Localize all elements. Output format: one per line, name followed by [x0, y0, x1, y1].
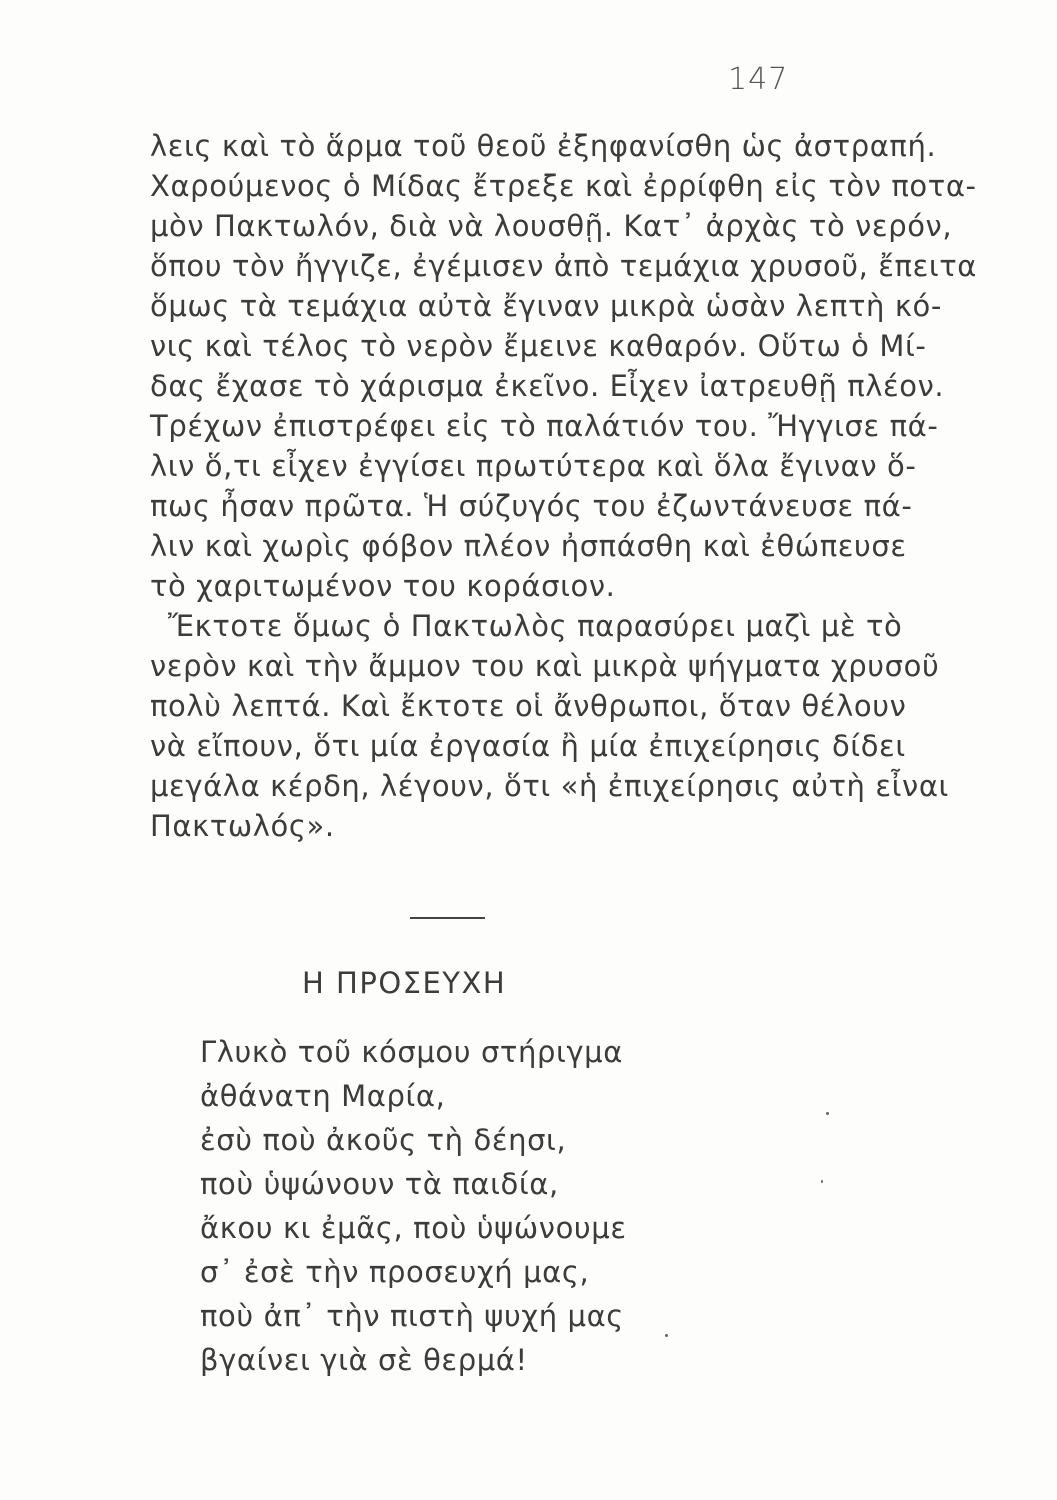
prose-line: Πακτωλός».	[150, 809, 335, 843]
prose-line: ὅπου τὸν ἤγγιζε, ἐγέμισεν ἀπὸ τεμάχια χρυσοῦ, ἔπειτα	[150, 249, 978, 283]
poem-block	[200, 1030, 700, 1382]
prose-line: Τρέχων ἐπιστρέφει εἰς τὸ παλάτιόν του. Ἤγγισε πά-	[150, 409, 939, 443]
poem-verse: βγαίνει γιὰ σὲ θερμά!	[200, 1343, 528, 1377]
scan-speck	[826, 1112, 829, 1115]
prose-line: δας ἔχασε τὸ χάρισμα ἐκεῖνο. Εἶχεν ἰατρευθῇ πλέον.	[150, 369, 945, 403]
prose-line: μὸν Πακτωλόν, διὰ νὰ λουσθῇ. Κατ᾽ ἀρχὰς τὸ νερόν,	[150, 209, 953, 243]
poem-verse: σ᾽ ἐσὲ τὴν προσευχή μας,	[200, 1255, 590, 1289]
page-number: 147	[728, 62, 789, 97]
prose-line: ὅμως τὰ τεμάχια αὐτὰ ἔγιναν μικρὰ ὡσὰν λεπτὴ κό-	[150, 289, 942, 323]
prose-line: λιν ὅ,τι εἶχεν ἐγγίσει πρωτύτερα καὶ ὅλα ἔγιναν ὅ-	[150, 449, 917, 483]
poem-verse: ἐσὺ ποὺ ἀκοῦς τὴ δέησι,	[200, 1123, 567, 1157]
prose-line: νις καὶ τέλος τὸ νερὸν ἔμεινε καθαρόν. Οὕτω ὁ Μί-	[150, 329, 927, 363]
poem-verse: ἀθάνατη Μαρία,	[200, 1079, 446, 1113]
prose-line: λεις καὶ τὸ ἅρμα τοῦ θεοῦ ἐξηφανίσθη ὡς ἀστραπή.	[150, 129, 937, 163]
section-divider	[410, 917, 485, 919]
prose-line: νὰ εἴπουν, ὅτι μία ἐργασία ἢ μία ἐπιχείρησις δίδει	[150, 729, 906, 763]
prose-line: Χαρούμενος ὁ Μίδας ἔτρεξε καὶ ἐρρίφθη εἰς τὸν ποτα-	[150, 169, 977, 203]
scan-speck	[821, 1180, 823, 1183]
prose-line: πολὺ λεπτά. Καὶ ἔκτοτε οἱ ἄνθρωποι, ὅταν θέλουν	[150, 689, 907, 723]
poem-verse: Γλυκὸ τοῦ κόσμου στήριγμα	[200, 1035, 623, 1069]
scan-speck	[665, 1334, 668, 1337]
prose-line: Ἔκτοτε ὅμως ὁ Πακτωλὸς παρασύρει μαζὶ μὲ τὸ	[168, 609, 903, 643]
prose-block	[150, 126, 978, 846]
prose-line: λιν καὶ χωρὶς φόβον πλέον ἠσπάσθη καὶ ἐθώπευσε	[150, 529, 907, 563]
poem-verse: ποὺ ὑψώνουν τὰ παιδία,	[200, 1167, 559, 1201]
prose-line: πως ἦσαν πρῶτα. Ἡ σύζυγός του ἐζωντάνευσε πά-	[150, 489, 913, 523]
prose-line: τὸ χαριτωμένον του κοράσιον.	[150, 569, 616, 603]
prose-line: νερὸν καὶ τὴν ἄμμον του καὶ μικρὰ ψήγματα χρυσοῦ	[150, 649, 940, 683]
prose-line: μεγάλα κέρδη, λέγουν, ὅτι «ἡ ἐπιχείρησις αὐτὴ εἶναι	[150, 769, 949, 803]
poem-verse: ποὺ ἀπ᾽ τὴν πιστὴ ψυχή μας	[200, 1299, 624, 1333]
poem-verse: ἄκου κι ἐμᾶς, ποὺ ὑψώνουμε	[200, 1211, 627, 1245]
section-title: Η ΠΡΟΣΕΥΧΗ	[302, 966, 507, 1000]
